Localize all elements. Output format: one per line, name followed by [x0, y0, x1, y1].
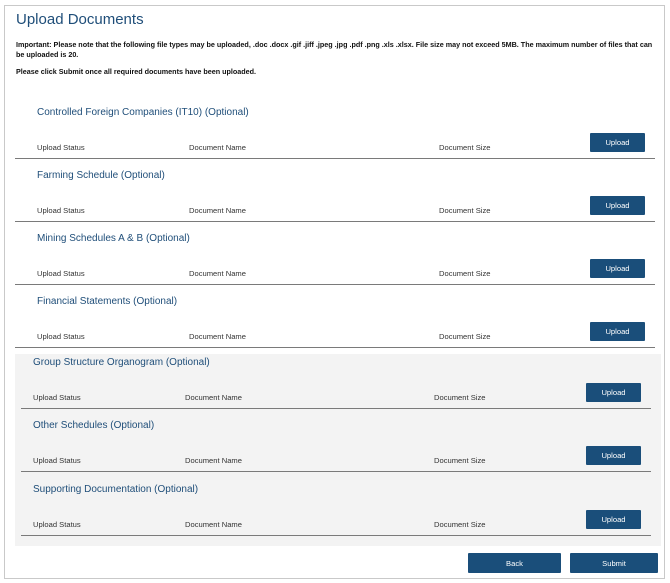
section-title: Supporting Documentation (Optional)	[33, 484, 199, 495]
upload-status-header: Upload Status	[33, 456, 81, 465]
submit-button[interactable]: Submit	[570, 553, 658, 573]
upload-button[interactable]: Upload	[590, 322, 645, 341]
document-name-header: Document Name	[185, 393, 242, 402]
divider	[21, 471, 651, 472]
document-size-header: Document Size	[434, 456, 486, 465]
upload-status-header: Upload Status	[37, 143, 85, 152]
section-mining-schedules	[37, 233, 655, 296]
document-size-header: Document Size	[434, 393, 486, 402]
document-size-header: Document Size	[439, 269, 491, 278]
upload-status-header: Upload Status	[37, 206, 85, 215]
page-title: Upload Documents	[16, 11, 144, 28]
section-title: Mining Schedules A & B (Optional)	[37, 233, 190, 244]
back-button[interactable]: Back	[468, 553, 561, 573]
section-supporting-documentation	[33, 484, 651, 547]
upload-button[interactable]: Upload	[586, 510, 641, 529]
divider	[15, 158, 655, 159]
section-title: Other Schedules (Optional)	[33, 420, 155, 431]
divider	[15, 347, 655, 348]
upload-button[interactable]: Upload	[590, 133, 645, 152]
document-name-header: Document Name	[185, 456, 242, 465]
upload-status-header: Upload Status	[37, 269, 85, 278]
divider	[21, 408, 651, 409]
section-financial-statements	[37, 296, 655, 359]
divider	[15, 284, 655, 285]
upload-status-header: Upload Status	[33, 393, 81, 402]
document-name-header: Document Name	[189, 269, 246, 278]
section-group-structure-organogram	[33, 357, 651, 420]
divider	[15, 221, 655, 222]
document-name-header: Document Name	[185, 520, 242, 529]
upload-button[interactable]: Upload	[590, 196, 645, 215]
divider	[21, 535, 651, 536]
section-title: Controlled Foreign Companies (IT10) (Optional)	[37, 107, 249, 118]
section-title: Financial Statements (Optional)	[37, 296, 178, 307]
file-type-notice: Important: Please note that the following file types may be uploaded, .doc .docx .gif .jiff .jpeg .jpg .pdf .png .xls .xlsx. File size may not exceed 5MB. The maximum number of files that can be uploaded is 20.	[16, 40, 653, 59]
section-other-schedules	[33, 420, 651, 483]
document-size-header: Document Size	[434, 520, 486, 529]
upload-button[interactable]: Upload	[586, 383, 641, 402]
upload-button[interactable]: Upload	[586, 446, 641, 465]
section-controlled-foreign-companies	[37, 107, 655, 170]
submit-instruction: Please click Submit once all required documents have been uploaded.	[16, 67, 257, 76]
document-name-header: Document Name	[189, 332, 246, 341]
document-size-header: Document Size	[439, 143, 491, 152]
upload-button[interactable]: Upload	[590, 259, 645, 278]
upload-status-header: Upload Status	[33, 520, 81, 529]
document-name-header: Document Name	[189, 143, 246, 152]
section-farming-schedule	[37, 170, 655, 233]
document-size-header: Document Size	[439, 206, 491, 215]
section-title: Group Structure Organogram (Optional)	[33, 357, 210, 368]
upload-status-header: Upload Status	[37, 332, 85, 341]
section-title: Farming Schedule (Optional)	[37, 170, 165, 181]
document-size-header: Document Size	[439, 332, 491, 341]
document-name-header: Document Name	[189, 206, 246, 215]
